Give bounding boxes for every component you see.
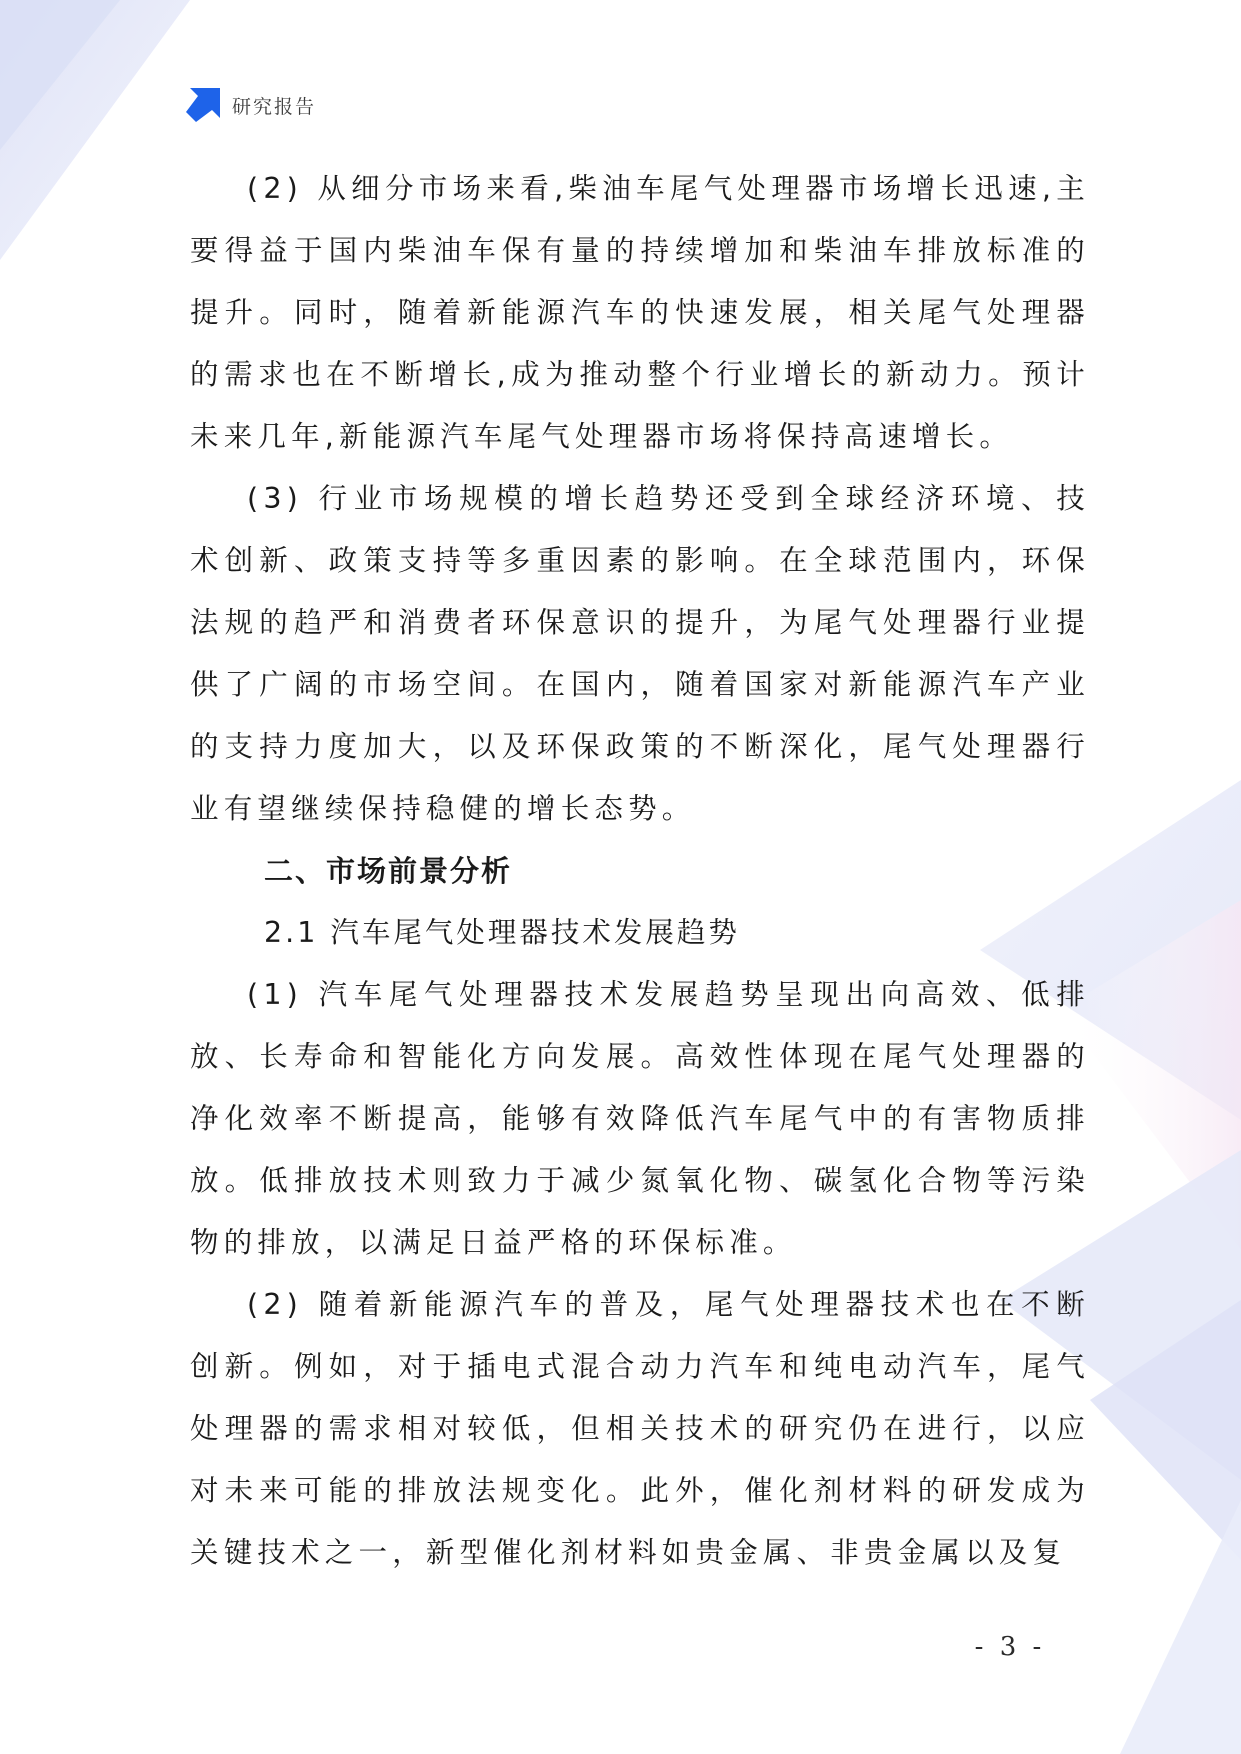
arrow-up-right-icon [186,88,220,122]
document-body [190,158,1090,1584]
paragraph-growth-factors: (3) 行业市场规模的增长趋势还受到全球经济环境、技术创新、政策支持等多重因素的影响。在全球范围内，环保法规的趋严和消费者环保意识的提升，为尾气处理器行业提供了广阔的市场空间。在国内，随着国家对新能源汽车产业的支持力度加大，以及环保政策的不断深化，尾气处理器行业有望继续保持稳健的增长态势。 [190,482,1090,825]
subsection-heading: 2.1 汽车尾气处理器技术发展趋势 [264,916,740,949]
page-number: - 3 - [974,1632,1046,1662]
report-label: 研究报告 [232,95,317,118]
report-header [186,88,316,122]
paragraph-new-energy-innovation: (2) 随着新能源汽车的普及，尾气处理器技术也在不断创新。例如，对于插电式混合动力汽车和纯电动汽车，尾气处理器的需求相对较低，但相关技术的研究仍在进行，以应对未来可能的排放法规变化。此外，催化剂材料的研发成为关键技术之一，新型催化剂材料如贵金属、非贵金属以及复 [190,1288,1090,1569]
paragraph-tech-trend: (1) 汽车尾气处理器技术发展趋势呈现出向高效、低排放、长寿命和智能化方向发展。高效性体现在尾气处理器的净化效率不断提高，能够有效降低汽车尾气中的有害物质排放。低排放技术则致力于减少氮氧化物、碳氢化合物等污染物的排放，以满足日益严格的环保标准。 [190,978,1090,1259]
section-heading: 二、市场前景分析 [264,854,513,888]
paragraph-diesel-market: (2) 从细分市场来看,柴油车尾气处理器市场增长迅速,主要得益于国内柴油车保有量的持续增加和柴油车排放标准的提升。同时，随着新能源汽车的快速发展，相关尾气处理器的需求也在不断增长,成为推动整个行业增长的新动力。预计未来几年,新能源汽车尾气处理器市场将保持高速增长。 [190,172,1090,453]
